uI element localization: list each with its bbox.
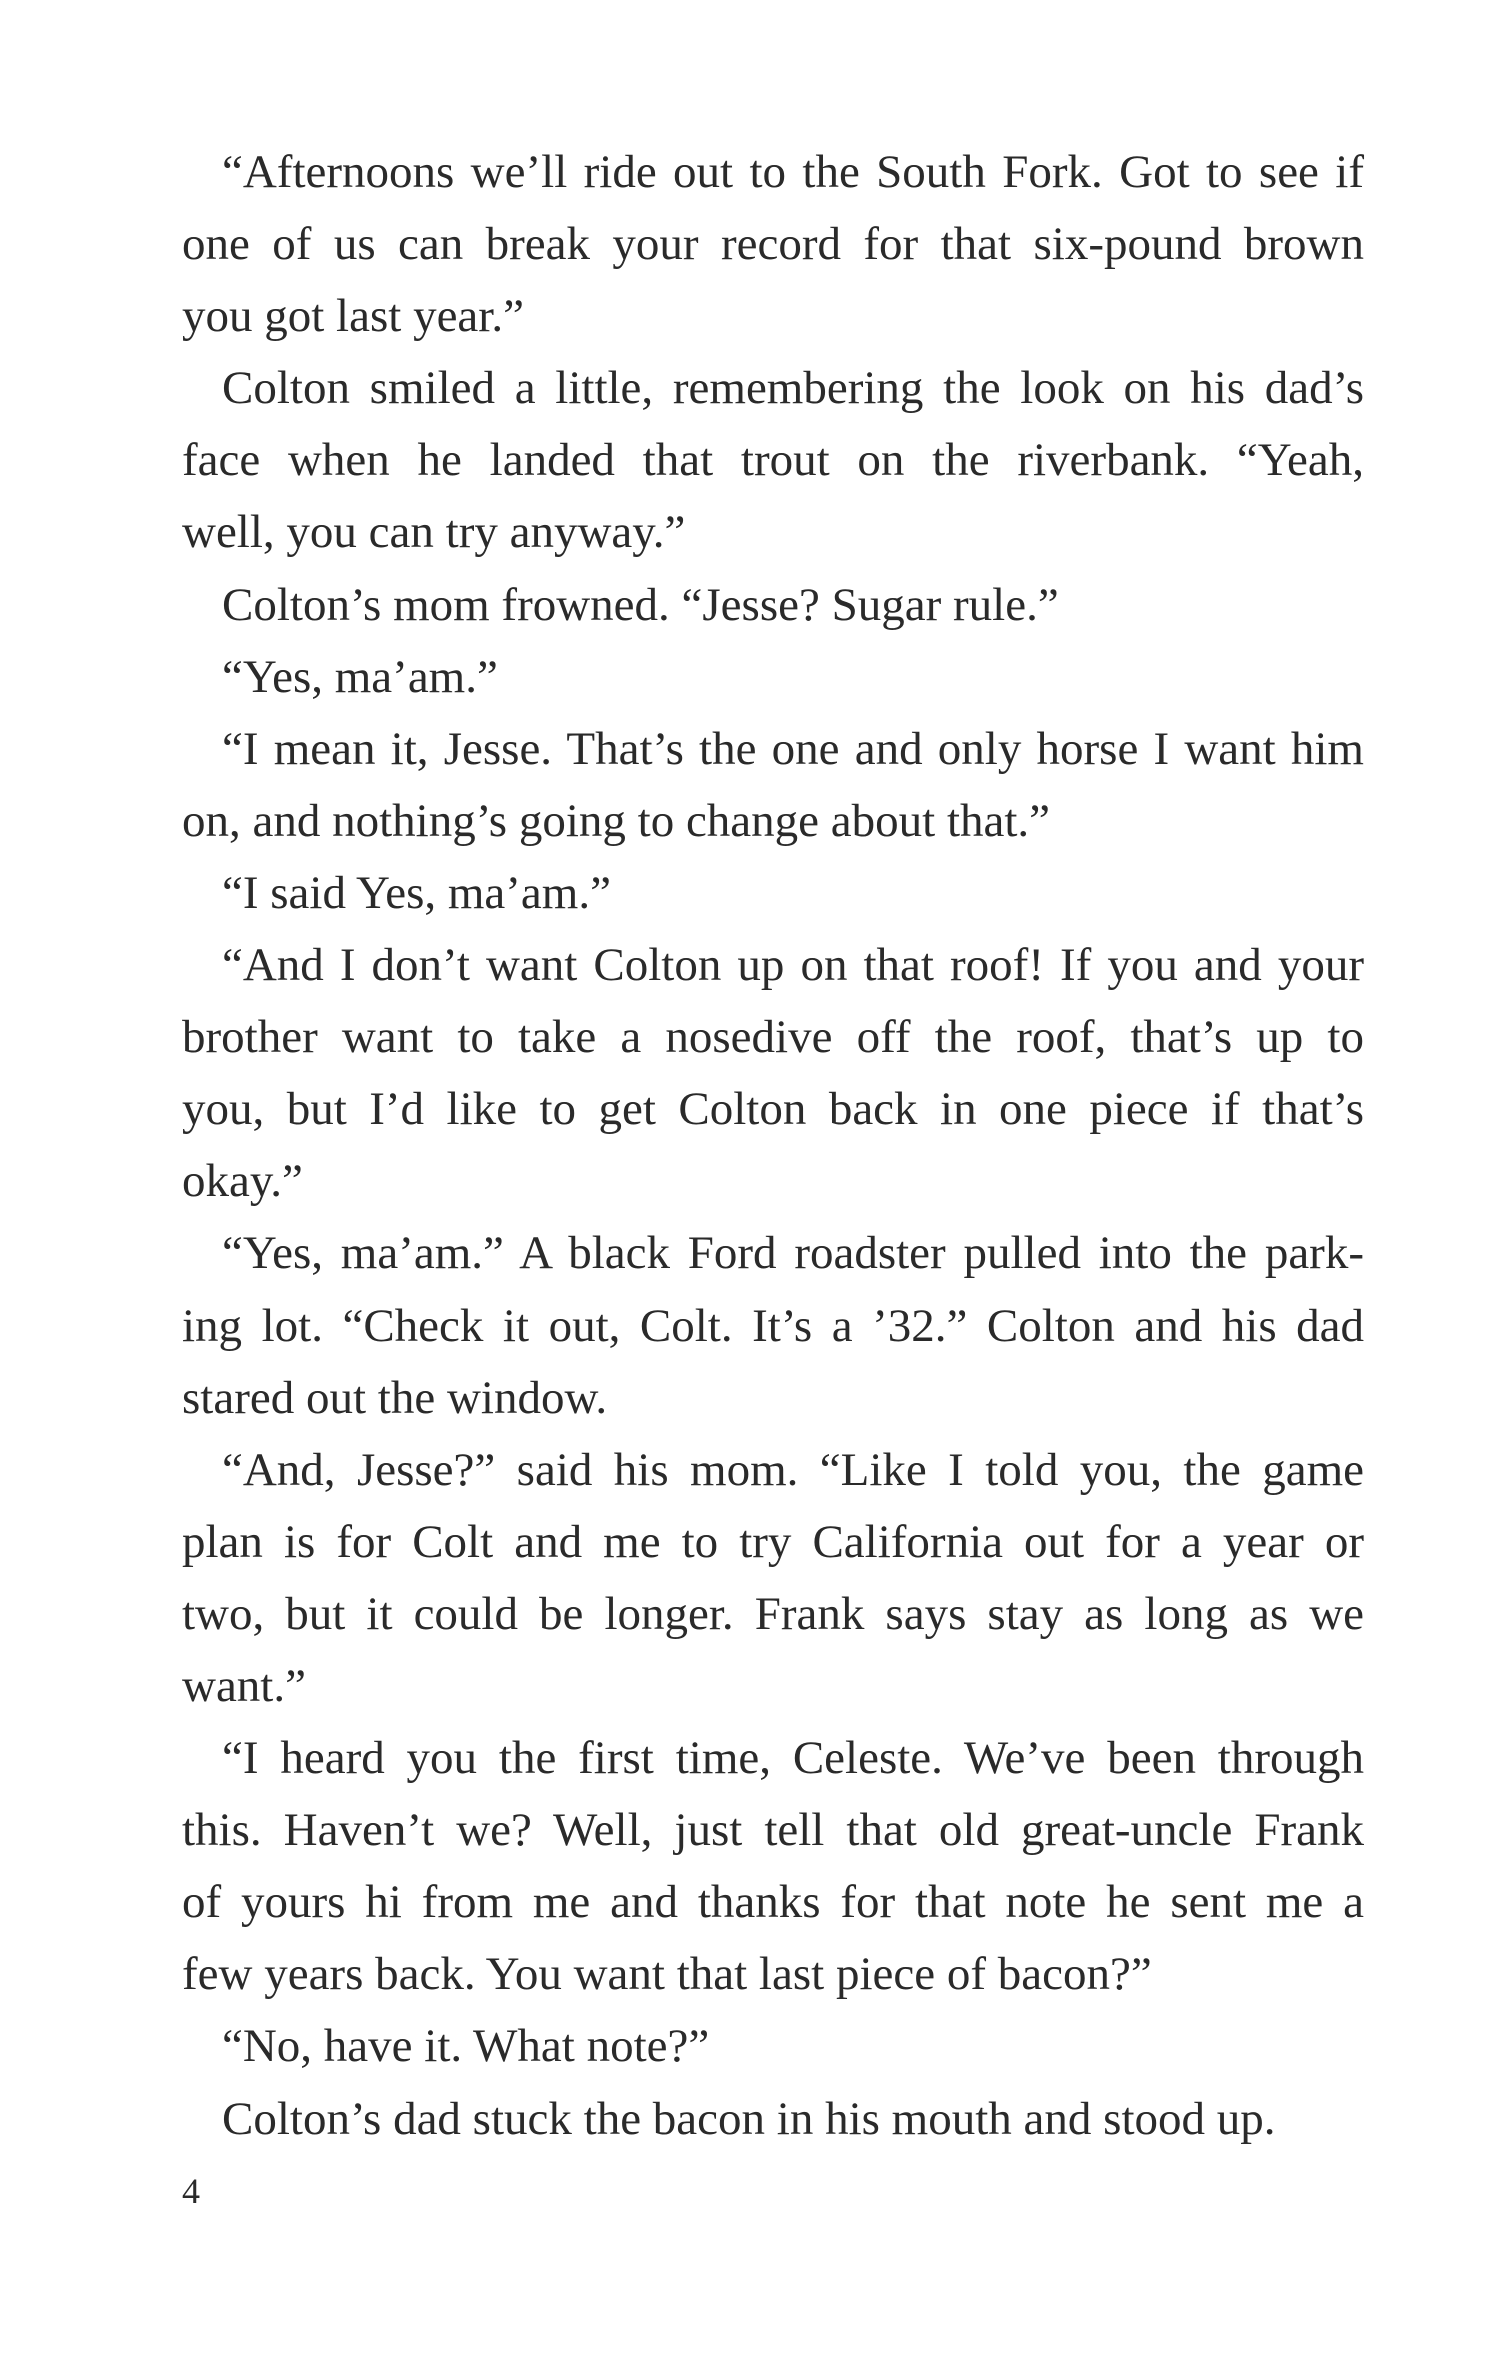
paragraph xyxy=(182,2083,1364,2155)
text-line: few years back. You want that last piece of bacon?” xyxy=(182,1948,1152,2001)
paragraph xyxy=(182,713,1364,857)
text-line: plan is for Colt and me to try California out for a year or xyxy=(182,1515,1364,1568)
text-line: “I said Yes, ma’am.” xyxy=(222,866,611,919)
text-line: of yours hi from me and thanks for that note he sent me a xyxy=(182,1876,1364,1929)
text-line: “Afternoons we’ll ride out to the South Fork. Got to see if xyxy=(222,146,1364,198)
text-line: two, but it could be longer. Frank says stay as long as we xyxy=(182,1587,1364,1640)
text-line: “No, have it. What note?” xyxy=(222,2020,710,2073)
text-line: Colton’s mom frowned. “Jesse? Sugar rule.” xyxy=(222,578,1059,631)
body-text xyxy=(182,136,1364,2155)
paragraph xyxy=(182,352,1364,568)
paragraph xyxy=(182,857,1364,929)
paragraph xyxy=(182,2010,1364,2082)
text-line: well, you can try anyway.” xyxy=(182,506,686,559)
text-line: Colton’s dad stuck the bacon in his mouth and stood up. xyxy=(222,2092,1276,2145)
text-line: ing lot. “Check it out, Colt. It’s a ’32.” Colton and his dad xyxy=(182,1299,1364,1352)
text-line: one of us can break your record for that six-pound brown xyxy=(182,218,1364,271)
page-number: 4 xyxy=(182,2171,200,2211)
text-line: “I mean it, Jesse. That’s the one and only horse I want him xyxy=(222,722,1364,775)
text-line: face when he landed that trout on the riverbank. “Yeah, xyxy=(182,434,1364,487)
text-line: this. Haven’t we? Well, just tell that old great-uncle Frank xyxy=(182,1804,1364,1857)
text-line: “I heard you the first time, Celeste. We’ve been through xyxy=(222,1732,1364,1785)
paragraph xyxy=(182,136,1364,352)
text-line: “And, Jesse?” said his mom. “Like I told you, the game xyxy=(222,1443,1364,1496)
text-line: okay.” xyxy=(182,1155,303,1208)
paragraph xyxy=(182,1722,1364,2010)
text-line: on, and nothing’s going to change about that.” xyxy=(182,794,1051,847)
paragraph xyxy=(182,929,1364,1217)
text-line: you, but I’d like to get Colton back in one piece if that’s xyxy=(182,1083,1364,1136)
paragraph xyxy=(182,569,1364,641)
text-line: brother want to take a nosedive off the roof, that’s up to xyxy=(182,1011,1364,1064)
text-line: “Yes, ma’am.” xyxy=(222,650,498,703)
text-line: Colton smiled a little, remembering the look on his dad’s xyxy=(222,362,1364,415)
text-line: stared out the window. xyxy=(182,1371,608,1424)
paragraph xyxy=(182,1434,1364,1722)
paragraph xyxy=(182,1217,1364,1433)
text-line: “Yes, ma’am.” A black Ford roadster pulled into the park- xyxy=(222,1227,1364,1280)
text-line: want.” xyxy=(182,1659,306,1712)
text-line: “And I don’t want Colton up on that roof! If you and your xyxy=(222,939,1364,992)
text-line: you got last year.” xyxy=(182,290,524,343)
paragraph xyxy=(182,641,1364,713)
